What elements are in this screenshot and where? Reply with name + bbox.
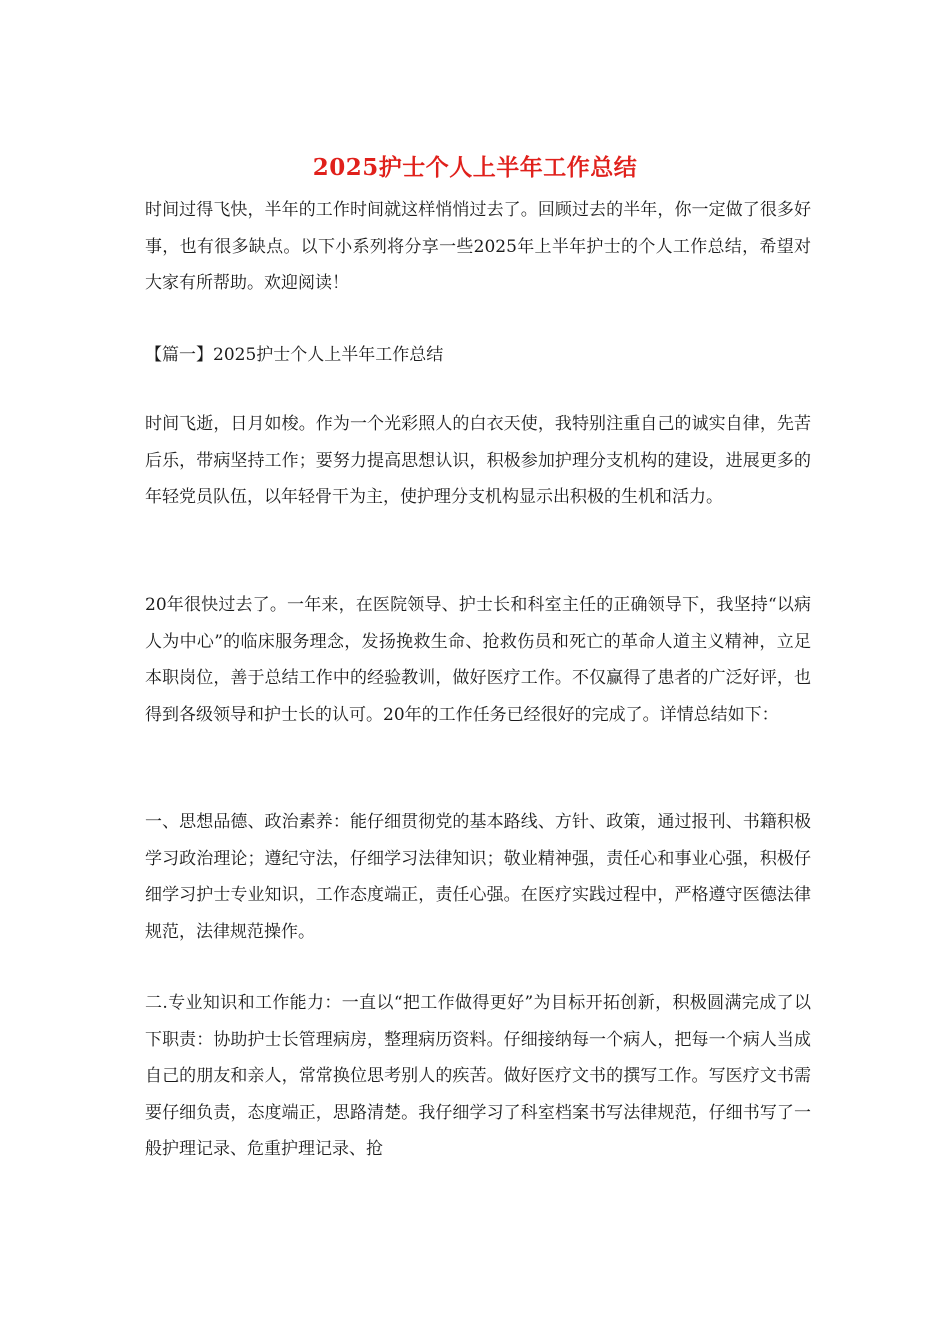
body-paragraph: 一、思想品德、政治素养：能仔细贯彻党的基本路线、方针、政策，通过报刊、书籍积极学习政治理论；遵纪守法，仔细学习法律知识；敬业精神强，责任心和事业心强，积极仔细学习护士专业知识，工作态度端正，责任心强。在医疗实践过程中，严格遵守医德法律规范，法律规范操作。 — [145, 812, 811, 942]
document-title: 2025护士个人上半年工作总结 — [312, 154, 638, 181]
body-paragraph: 二.专业知识和工作能力：一直以“把工作做得更好”为目标开拓创新，积极圆满完成了以下职责：协助护士长管理病房，整理病历资料。仔细接纳每一个病人，把每一个病人当成自己的朋友和亲人，常常换位思考别人的疾苦。做好医疗文书的撰写工作。写医疗文书需要仔细负责，态度端正，思路清楚。我仔细学习了科室档案书写法律规范，仔细书写了一般护理记录、危重护理记录、抢 — [145, 993, 811, 1159]
body-paragraph: 时间飞逝，日月如梭。作为一个光彩照人的白衣天使，我特别注重自己的诚实自律，先苦后乐，带病坚持工作；要努力提高思想认识，积极参加护理分支机构的建设，进展更多的年轻党员队伍，以年轻骨干为主，使护理分支机构显示出积极的生机和活力。 — [145, 414, 811, 507]
intro-paragraph: 时间过得飞快，半年的工作时间就这样悄悄过去了。回顾过去的半年，你一定做了很多好事，也有很多缺点。以下小系列将分享一些2025年上半年护士的个人工作总结，希望对大家有所帮助。欢迎阅读！ — [145, 200, 811, 293]
body-paragraph: 20年很快过去了。一年来，在医院领导、护士长和科室主任的正确领导下，我坚持“以病人为中心”的临床服务理念，发扬挽救生命、抢救伤员和死亡的革命人道主义精神，立足本职岗位，善于总结工作中的经验教训，做好医疗工作。不仅赢得了患者的广泛好评，也得到各级领导和护士长的认可。20年的工作任务已经很好的完成了。详情总结如下： — [145, 595, 811, 725]
section-heading: 【篇一】2025护士个人上半年工作总结 — [145, 345, 444, 365]
